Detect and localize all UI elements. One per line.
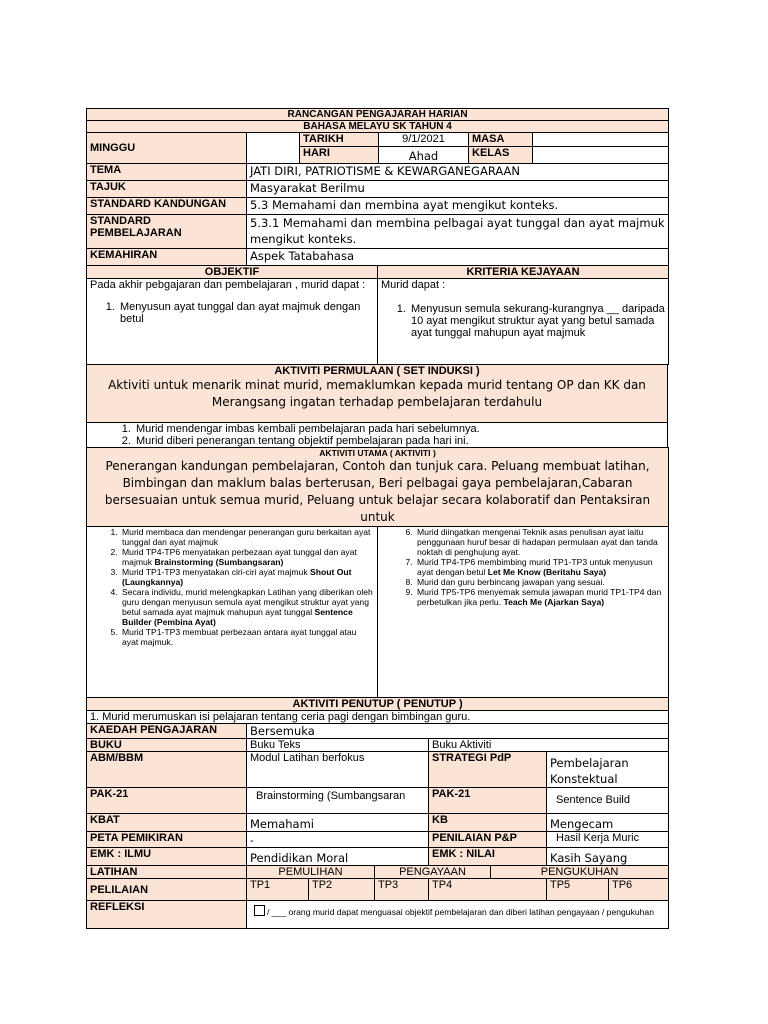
peta-label: PETA PEMIKIRAN (87, 832, 247, 848)
utama-right-list (378, 527, 669, 698)
refleksi-text: / ___ orang murid dapat menguasai objektif pembelajaran dan diberi latihan pengayaan / pengukuhan (267, 907, 654, 917)
utama-item-6 (415, 527, 665, 557)
pelilaian-label: PELILAIAN (87, 879, 247, 901)
utama-item-5-text: Murid TP1-TP3 membuat perbezaan antara ayat tunggal atau ayat majmuk. (122, 627, 357, 647)
buku-label: BUKU (87, 739, 247, 752)
tajuk-label: TAJUK (87, 181, 247, 198)
kaedah-value: Bersemuka (247, 724, 669, 739)
tp5-label: TP5 (547, 879, 609, 901)
peta-value: - (247, 832, 429, 848)
objektif-content (87, 279, 378, 365)
abm-value: Modul Latihan berfokus (247, 752, 429, 788)
utama-item-7-strategy: Let Me Know (Beritahu Saya) (487, 567, 607, 577)
pak21-value: Brainstorming (Sumbangsaran (247, 788, 429, 814)
latihan-label: LATIHAN (87, 866, 247, 879)
utama-item-4-strategy: Sentence Builder (Pembina Ayat) (122, 607, 353, 627)
kaedah-label: KAEDAH PENGAJARAN (87, 724, 247, 739)
tp2-label: TP2 (309, 879, 375, 901)
objektif-intro: Pada akhir pebgajaran dan pembelajaran , murid dapat : (90, 279, 366, 291)
buku-teks: Buku Teks (247, 739, 429, 752)
tajuk-value: Masyarakat Berilmu (247, 181, 669, 198)
standard-pembelajaran-label (87, 215, 247, 249)
tarikh-label: TARIKH (300, 133, 379, 147)
sp-label-line1: STANDARD (90, 215, 151, 227)
permulaan-table (86, 364, 668, 448)
pengukuhan-label: PENGUKUHAN (491, 866, 669, 879)
bottom-table (86, 697, 669, 929)
utama-item-1 (120, 527, 374, 547)
refleksi-label: REFLEKSI (87, 901, 247, 929)
kb-label: KB (429, 814, 547, 832)
emk-ilmu-label: EMK : ILMU (87, 848, 247, 866)
utama-item-2-text: Murid TP4-TP6 menyatakan perbezaan ayat tunggal dan ayat majmuk (122, 547, 357, 567)
hari-label: HARI (300, 147, 379, 164)
buku-aktiviti: Buku Aktiviti (429, 739, 669, 752)
pak21-label-2: PAK-21 (429, 788, 547, 814)
refleksi-content (247, 901, 669, 929)
document-title: RANCANGAN PENGAJARAH HARIAN (87, 109, 669, 121)
objektif-label: OBJEKTIF (87, 266, 378, 279)
tema-value: JATI DIRI, PATRIOTISME & KEWARGANEGARAAN (247, 164, 669, 181)
pengayaan-label: PENGAYAAN (375, 866, 491, 879)
utama-item-1-text: Murid membaca dan mendengar penerangan guru berkaitan ayat tunggal dan ayat majmuk (122, 527, 371, 547)
objektif-item-1: 1. Menyusun ayat tunggal dan ayat majmuk dengan betul (118, 301, 374, 325)
kriteria-label: KRITERIA KEJAYAAN (378, 266, 669, 279)
permulaan-item-1: 1. Murid mendengar imbas kembali pembelajaran pada hari sebelumnya. (134, 423, 664, 435)
utama-item-9 (415, 587, 665, 607)
permulaan-desc: Aktiviti untuk menarik minat murid, memaklumkan kepada murid tentang OP dan KK dan Merangsang ingatan terhadap pembelajaran terdahulu (108, 378, 646, 409)
kemahiran-label: KEMAHIRAN (87, 249, 247, 266)
kbat-value: Memahami (247, 814, 429, 832)
lesson-plan-document (86, 108, 668, 929)
utama-item-9-strategy: Teach Me (Ajarkan Saya) (503, 597, 605, 607)
utama-item-3-strategy: Shout Out (Laungkannya) (122, 567, 352, 587)
penutup-label: AKTIVITI PENUTUP ( PENUTUP ) (87, 698, 669, 711)
kemahiran-value: Aspek Tatabahasa (247, 249, 669, 266)
utama-table (86, 447, 669, 698)
minggu-label: MINGGU (87, 133, 247, 164)
sp-label-line2: PEMBELAJARAN (90, 227, 182, 239)
utama-item-4 (120, 587, 374, 627)
hari-value: Ahad (379, 147, 469, 164)
utama-desc: Penerangan kandungan pembelajaran, Contoh dan tunjuk cara. Peluang membuat latihan, Bimbingan dan maklum balas berterusan, Beri pelbagai gaya pembelajaran,Cabaran bersesuaian untuk semua murid, Peluang untuk belajar secara kolaboratif dan Pentaksiran untuk (104, 459, 651, 524)
strategi-value: Pembelajaran Konstektual (547, 752, 669, 788)
utama-item-3 (120, 567, 374, 587)
kriteria-intro: Murid dapat : (381, 279, 446, 291)
utama-item-7-text: Murid TP4-TP6 membimbing murid TP1-TP3 untuk menyusun ayat dengan betul (417, 557, 653, 577)
kbat-label: KBAT (87, 814, 247, 832)
permulaan-item-2: 2. Murid diberi penerangan tentang objektif pembelajaran pada hari ini. (134, 435, 664, 447)
emk-nilai-value: Kasih Sayang (547, 848, 669, 866)
penilaian-value: Hasil Kerja Muric (547, 832, 669, 848)
utama-item-4-text: Secara individu, murid melengkapkan Latihan yang diberikan oleh guru dengan menyusun semula ayat mengikut struktur ayat yang betul samada ayat majmuk mahupun ayat tunggal (122, 587, 373, 617)
penutup-item-1: 1. Murid merumuskan isi pelajaran tentang ceria pagi dengan bimbingan guru. (87, 711, 669, 724)
emk-nilai-label: EMK : NILAI (429, 848, 547, 866)
utama-item-8 (415, 577, 665, 587)
tp1-label: TP1 (247, 879, 309, 901)
objective-table (86, 265, 669, 365)
utama-header (87, 448, 669, 527)
utama-item-6-text: Murid diingatkan mengenai Teknik asas penulisan ayat iaitu penggunaan huruf besar di hadapan permulaan ayat dan tanda noktah di penghujung ayat. (417, 527, 658, 557)
kelas-value (533, 147, 669, 164)
standard-pembelajaran-value: 5.3.1 Memahami dan membina pelbagai ayat tunggal dan ayat majmuk mengikut konteks. (247, 215, 669, 249)
utama-item-9-text: Murid TP5-TP6 menyemak semula jawapan murid TP1-TP4 dan perbetulkan jika perlu. (417, 587, 662, 607)
masa-label: MASA (469, 133, 533, 147)
tp4-label: TP4 (429, 879, 547, 901)
tarikh-value: 9/1/2021 (379, 133, 469, 147)
emk-ilmu-value: Pendidikan Moral (247, 848, 429, 866)
permulaan-header (87, 365, 668, 423)
utama-item-3-text: Murid TP1-TP3 menyatakan ciri-ciri ayat majmuk (122, 567, 311, 577)
document-subtitle: BAHASA MELAYU SK TAHUN 4 (87, 121, 669, 133)
utama-item-2-strategy: Brainstorming (Sumbangsaran) (154, 557, 284, 567)
masa-value (533, 133, 669, 147)
tema-label: TEMA (87, 164, 247, 181)
permulaan-label: AKTIVITI PERMULAAN ( SET INDUKSI ) (274, 365, 480, 377)
tp3-label: TP3 (375, 879, 429, 901)
strategi-label: STRATEGI PdP (429, 752, 547, 788)
utama-item-5 (120, 627, 374, 647)
standard-kandungan-value: 5.3 Memahami dan membina ayat mengikut konteks. (247, 198, 669, 215)
utama-item-8-text: Murid dan guru berbincang jawapan yang sesuai. (417, 577, 605, 587)
standard-kandungan-label: STANDARD KANDUNGAN (87, 198, 247, 215)
refleksi-checkbox[interactable] (254, 905, 265, 916)
pak21-value-2: Sentence Build (547, 788, 669, 814)
kriteria-item-1: 1. Menyusun semula sekurang-kurangnya __ daripada 10 ayat mengikut struktur ayat yang betul samada ayat tunggal mahupun ayat majmuk (409, 303, 665, 339)
header-table (86, 108, 669, 266)
minggu-value (247, 133, 300, 164)
pemulihan-label: PEMULIHAN (247, 866, 375, 879)
kb-value: Mengecam (547, 814, 669, 832)
utama-item-2 (120, 547, 374, 567)
utama-item-7 (415, 557, 665, 577)
pak21-label: PAK-21 (87, 788, 247, 814)
kelas-label: KELAS (469, 147, 533, 164)
permulaan-list (87, 423, 668, 448)
kriteria-content (378, 279, 669, 365)
abm-label: ABM/BBM (87, 752, 247, 788)
penilaian-label: PENILAIAN P&P (429, 832, 547, 848)
tp6-label: TP6 (609, 879, 669, 901)
utama-label: AKTIVITI UTAMA ( AKTIVITI ) (319, 448, 436, 458)
utama-left-list (87, 527, 378, 698)
